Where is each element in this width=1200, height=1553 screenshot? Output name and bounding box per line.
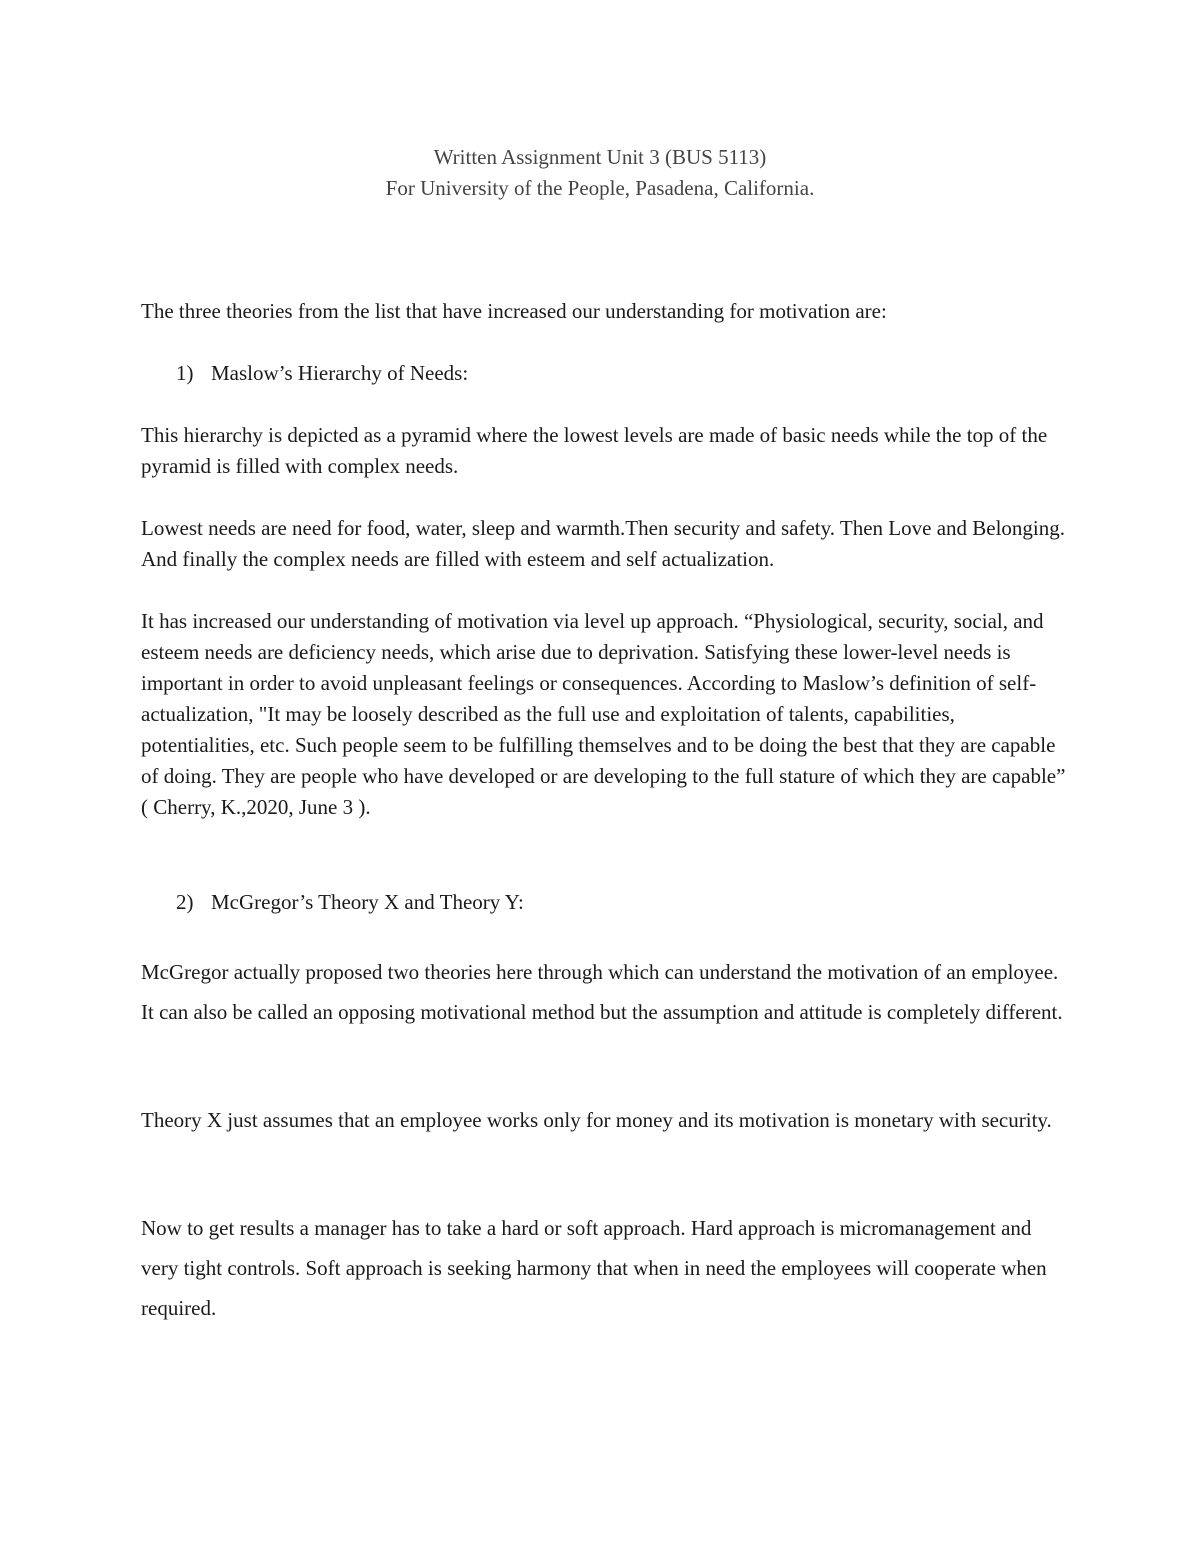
document-header <box>0 142 1200 204</box>
section-number: 2) <box>176 890 194 914</box>
paragraph-maslow-motivation: It has increased our understanding of motivation via level up approach. “Physiological, security, social, and esteem needs are deficiency needs, which arise due to deprivation. Satisfying these lower-level needs is important in order to avoid unpleasant feelings or consequences. According to Maslow’s definition of self-actualization, "It may be loosely described as the full use and exploitation of talents, capabilities, potentialities, etc. Such people seem to be fulfilling themselves and to be doing the best that they are capable of doing. They are people who have developed or are developing to the full stature of which they are capable” ( Cherry, K.,2020, June 3 ). <box>141 609 1066 819</box>
document-title: Written Assignment Unit 3 (BUS 5113) <box>433 145 767 169</box>
paragraph-mcgregor-intro: McGregor actually proposed two theories here through which can understand the motivation of an employee. It can also be called an opposing motivational method but the assumption and attitude is completely different. <box>141 960 1063 1024</box>
section-number: 1) <box>176 361 194 385</box>
section-title: McGregor’s Theory X and Theory Y: <box>211 890 524 914</box>
document-subtitle: For University of the People, Pasadena, California. <box>385 176 815 200</box>
paragraph-theory-x: Theory X just assumes that an employee works only for money and its motivation is monetary with security. <box>141 1108 1052 1132</box>
intro-paragraph: The three theories from the list that have increased our understanding for motivation are: <box>141 299 887 323</box>
paragraph-maslow-levels: Lowest needs are need for food, water, sleep and warmth.Then security and safety. Then Love and Belonging. And finally the complex needs are filled with esteem and self actualization. <box>141 516 1066 571</box>
section-title: Maslow’s Hierarchy of Needs: <box>211 361 469 385</box>
paragraph-maslow-pyramid: This hierarchy is depicted as a pyramid where the lowest levels are made of basic needs while the top of the pyramid is filled with complex needs. <box>141 423 1048 478</box>
section-heading-maslow <box>176 358 468 389</box>
paragraph-approach: Now to get results a manager has to take a hard or soft approach. Hard approach is micromanagement and very tight controls. Soft approach is seeking harmony that when in need the employees will cooperate when required. <box>141 1216 1047 1320</box>
section-heading-mcgregor <box>176 887 524 918</box>
